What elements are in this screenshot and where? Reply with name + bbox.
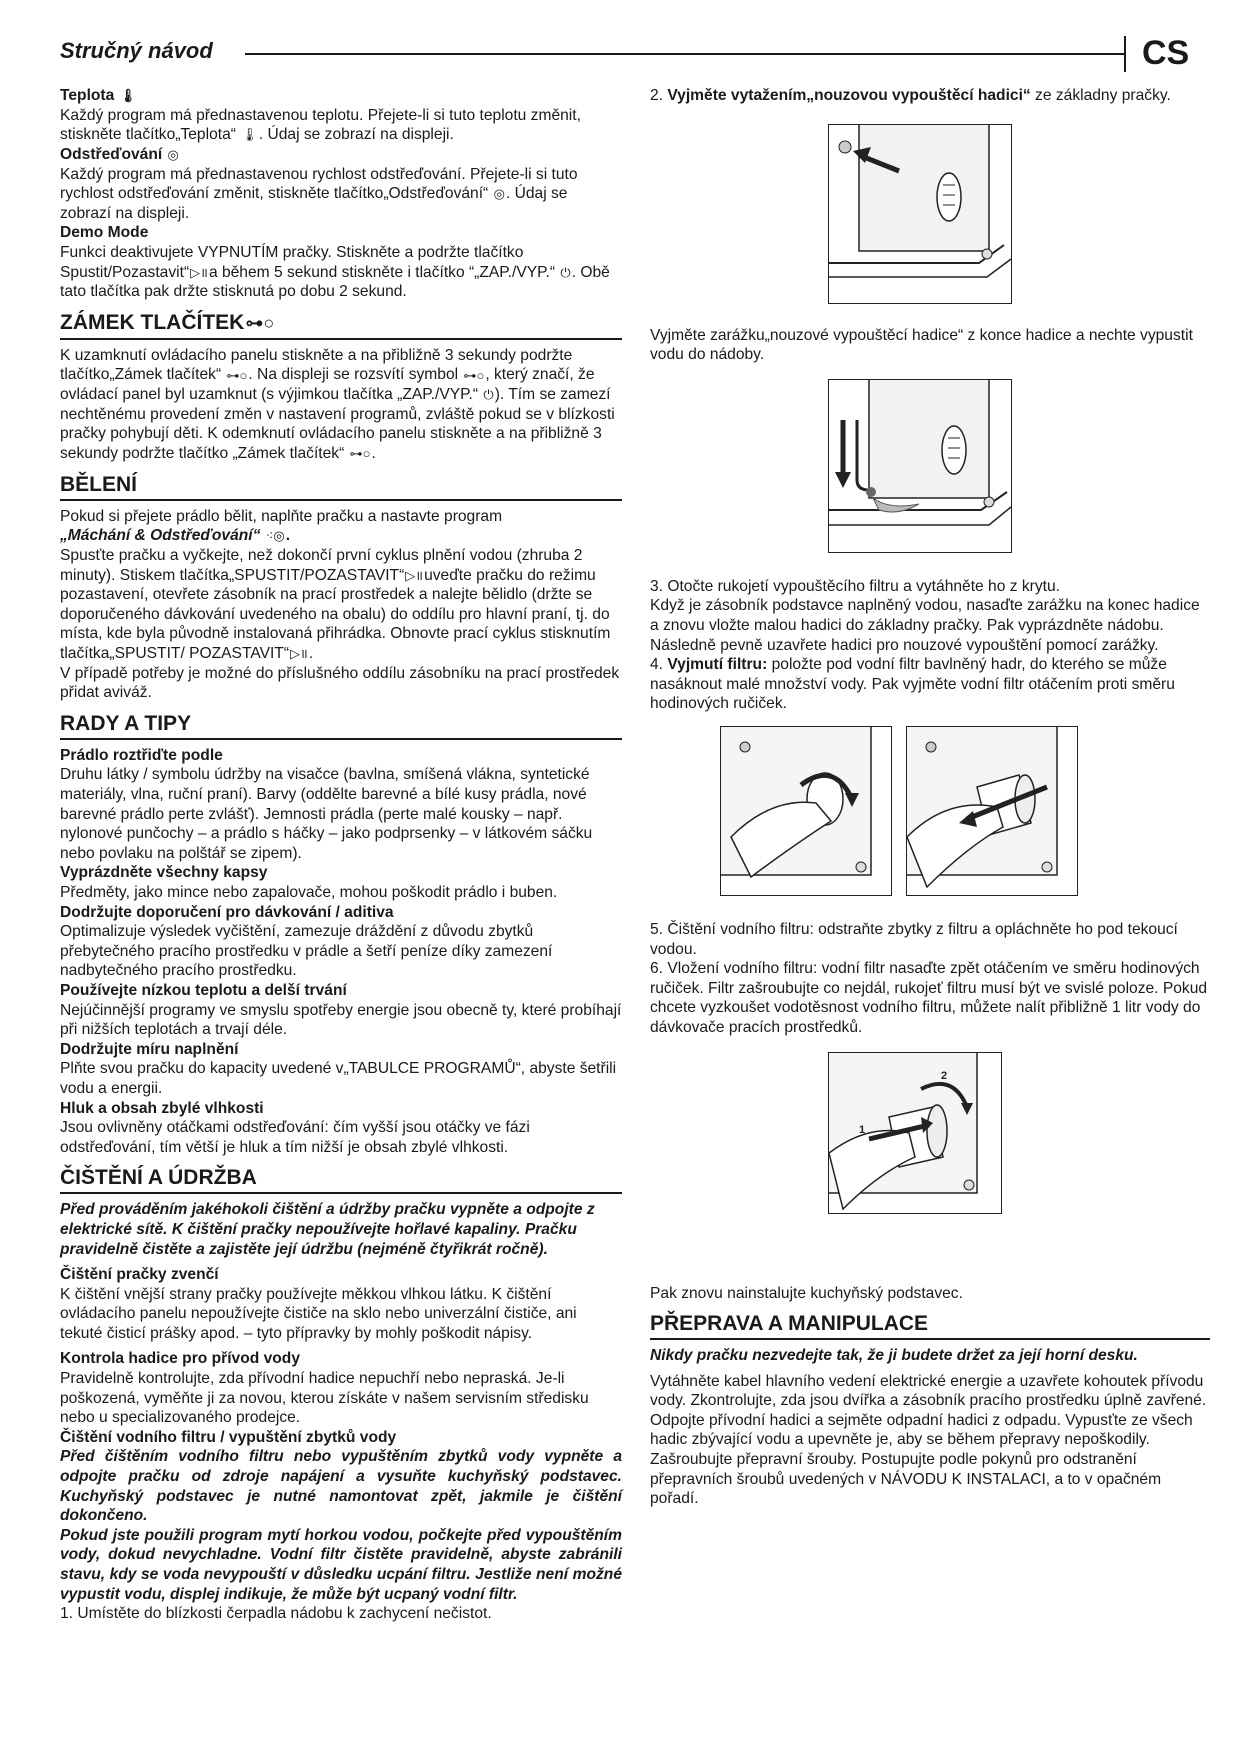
tips-text-3: Optimalizuje výsledek vyčištění, zamezuje dráždění z důvodu zbytků přebytečného pracího prostředku v prádle a šetří peníze díky zamezení nadbytečného pracího prostředku.	[60, 923, 553, 980]
tips-text-4: Nejúčinnější programy ve smyslu spotřeby energie jsou obecně ty, které probíhají při nižších teplotách a trvají déle.	[60, 1001, 622, 1039]
tips-heading-4: Používejte nízkou teplotu a delší trvání	[60, 981, 347, 999]
power-icon: ⏻	[560, 264, 571, 280]
page-title: Stručný návod	[60, 38, 213, 63]
emergency-hose-figure	[828, 124, 1012, 304]
temperature-text: Každý program má přednastavenou teplotu. Přejete-li si tuto teplotu změnit, stiskněte tlačítko„Teplota“ 🌡. Údaj se zobrazí na displeji.	[60, 106, 581, 144]
step-3-text-3: Následně pevně uzavřete hadici pro nouzové vypouštění pomocí zarážky.	[650, 636, 1159, 654]
key-lock-text: K uzamknutí ovládacího panelu stiskněte a na přibližně 3 sekundy podržte tlačítko„Zámek tlačítek“ ⊶○. Na displeji se rozsvítí symbol ⊶○, který značí, že ovládací panel byl uzamknut (s výjimkou tlačítka „ZAP./VYP.“ ⏻). Tím se zamezí nechtěnému provedení změn v nastavení programů, zvláště pokud se v blízkosti pračky pohybují děti. K odemknutí ovládacího panelu stiskněte a na přibližně 3 sekundy podržte tlačítko „Zámek tlačítek“ ⊶○.	[60, 346, 615, 462]
cleaning-heading-2: Kontrola hadice pro přívod vody	[60, 1350, 300, 1368]
key-lock-icon: ⊶○	[245, 312, 275, 333]
thermometer-icon: 🌡	[119, 88, 137, 104]
tips-heading-1: Prádlo roztřiďte podle	[60, 746, 223, 764]
start-pause-icon: ▷॥	[190, 264, 208, 280]
spin-icon: ◎	[493, 186, 505, 202]
cleaning-section-heading: ČIŠTĚNÍ A ÚDRŽBA	[60, 1165, 622, 1194]
rinse-spin-icon: ⁖◎	[265, 528, 285, 544]
cleaning-heading-3: Čištění vodního filtru / vypuštění zbytků vody	[60, 1428, 397, 1446]
start-pause-icon: ▷॥	[290, 646, 308, 662]
header-tick	[1124, 36, 1126, 72]
temperature-heading: Teplota 🌡	[60, 87, 137, 104]
key-lock-icon: ⊶○	[226, 367, 248, 383]
step-2-text-2: Vyjměte zarážku„nouzové vypouštěcí hadice“ z konce hadice a nechte vypustit vodu do nádoby.	[650, 326, 1193, 364]
step-3-text-2: Když je zásobník podstavce naplněný vodou, nasaďte zarážku na konec hadice a znovu vložte malou hadici do základny pračky. Pak vyprázdněte nádobu.	[650, 597, 1200, 634]
power-icon: ⏻	[483, 387, 494, 403]
cleaning-warning: Před prováděním jakéhokoli čištění a údržby pračku vypněte a odpojte z elektrické sítě. K čištění pračky nepoužívejte hořlavé kapaliny. Pračku pravidelně čistěte a zajistěte její údržbu (nejméně čtyřikrát ročně).	[60, 1201, 595, 1258]
transport-warning: Nikdy pračku nezvedejte tak, že ji budete držet za její horní desku.	[650, 1347, 1138, 1365]
spin-heading: Odstřeďování ◎	[60, 145, 179, 163]
demo-heading: Demo Mode	[60, 224, 149, 242]
tips-text-5: Plňte svou pračku do kapacity uvedené v„TABULCE PROGRAMŮ“, abyste šetřili vodu a energii.	[60, 1060, 617, 1097]
key-lock-icon: ⊶○	[349, 446, 371, 462]
cleaning-filter-warning-1: Před čištěním vodního filtru nebo vypuštěním zbytků vody vypněte a odpojte pračku od zdroje napájení a vysuňte kuchyňský podstavec. Kuchyňský podstavec je nutné namontovat zpět, jakmile je čištění dokončeno.	[60, 1448, 622, 1525]
cleaning-text-1: K čištění vnější strany pračky používejte měkkou vlhkou látku. K čištění ovládacího panelu nepoužívejte čističe na sklo nebo univerzální čističe, ani tekuté čisticí prášky apod. – tyto přípravky by mohly poškodit nápisy.	[60, 1285, 577, 1342]
key-lock-section-heading: ZÁMEK TLAČÍTEK⊶○	[60, 310, 622, 340]
step-3-text: 3. Otočte rukojetí vypouštěcího filtru a vytáhněte ho z krytu.	[650, 577, 1060, 595]
right-column	[650, 86, 1210, 1509]
cleaning-text-2: Pravidelně kontrolujte, zda přívodní hadice nepuchří nebo nepraská. Je-li poškozená, vyměňte ji za novou, kterou získáte v našem servisním středisku nebo u specializovaného prodejce.	[60, 1370, 589, 1427]
tips-heading-6: Hluk a obsah zbylé vlhkosti	[60, 1099, 264, 1117]
tips-section-heading: RADY A TIPY	[60, 711, 622, 740]
spin-icon: ◎	[167, 147, 179, 163]
spin-text: Každý program má přednastavenou rychlost odstřeďování. Přejete-li si tuto rychlost odstřeďování změnit, stiskněte tlačítko„Odstřeďování“ ◎. Údaj se zobrazí na displeji.	[60, 165, 578, 222]
step-6-text: 6. Vložení vodního filtru: vodní filtr nasaďte zpět otáčením ve směru hodinových ručiček. Filtr zašroubujte co nejdál, rukojeť filtru musí být ve svislé poloze. Pokud chcete vyzkoušet vodotěsnost vodního filtru, můžete nalít přibližně 1 litr vody do dávkovače pracích prostředků.	[650, 960, 1208, 1036]
tips-text-6: Jsou ovlivněny otáčkami odstřeďování: čím vyšší jsou otáčky ve fázi odstřeďování, tím větší je hluk a tím nižší je obsah zbylé vlhkosti.	[60, 1119, 530, 1156]
reinstall-text: Pak znovu nainstalujte kuchyňský podstavec.	[650, 1284, 963, 1302]
language-code: CS	[1142, 34, 1190, 72]
cleaning-step-1: 1. Umístěte do blízkosti čerpadla nádobu k zachycení nečistot.	[60, 1605, 492, 1623]
thermometer-icon: 🌡	[241, 127, 258, 143]
tips-text-1: Druhu látky / symbolu údržby na visačce (bavlna, smíšená vlákna, syntetické materiály, vlna, ruční praní). Barvy (oddělte barevné a bílé kusy prádla, nové barevné prádlo perte zvlášť). Jemnosti prádla (perte malé kousky – např. nylonové punčochy – a prádlo s háčky – jako podprsenky – v látkovém sáčku nebo povlaku na polštář se zipem).	[60, 766, 593, 862]
hose-draining-figure	[828, 379, 1012, 553]
figure-step-label-1: 1	[859, 1123, 866, 1136]
tips-heading-3: Dodržujte doporučení pro dávkování / aditiva	[60, 903, 394, 921]
cleaning-heading-1: Čištění pračky zvenčí	[60, 1266, 219, 1284]
bleaching-text-1: Pokud si přejete prádlo bělit, naplňte pračku a nastavte program „Máchání & Odstřeďování“ ⁖◎.	[60, 507, 503, 545]
step-2-text: 2. Vyjměte vytažením„nouzovou vypouštěcí hadici“ ze základny pračky.	[650, 87, 1171, 104]
start-pause-icon: ▷॥	[405, 567, 424, 583]
bleaching-section-heading: BĚLENÍ	[60, 472, 622, 501]
header-rule	[245, 53, 1125, 55]
filter-removal-figure-2	[906, 726, 1078, 896]
tips-text-2: Předměty, jako mince nebo zapalovače, mohou poškodit prádlo i buben.	[60, 884, 558, 901]
step-4-text: 4. Vyjmutí filtru: položte pod vodní filtr bavlněný hadr, do kterého se může nasáknout malé množství vody. Pak vyjměte vodní filtr otáčením proti směru hodinových ručiček.	[650, 656, 1175, 713]
bleaching-text-3: V případě potřeby je možné do příslušného oddílu zásobníku na prací prostředek přidat aviváž.	[60, 664, 620, 702]
filter-removal-figure-1	[720, 726, 892, 896]
tips-heading-2: Vyprázdněte všechny kapsy	[60, 864, 268, 882]
left-column	[60, 86, 622, 1624]
figure-step-label-2: 2	[941, 1069, 948, 1082]
cleaning-filter-warning-2: Pokud jste použili program mytí horkou vodou, počkejte před vypouštěním vody, dokud nevychladne. Vodní filtr čistěte pravidelně, abyste zabránili stavu, kdy se voda nevypouští v důsledku ucpání filtru. Jestliže není možné vypustit vodu, displej indikuje, že může být ucpaný vodní filtr.	[60, 1526, 622, 1603]
tips-heading-5: Dodržujte míru naplnění	[60, 1040, 239, 1058]
transport-text: Vytáhněte kabel hlavního vedení elektrické energie a uzavřete kohoutek přívodu vody. Zkontrolujte, zda jsou dvířka a zásobník pracího prostředku úplně zavřené. Odpojte přívodní hadici a sejměte odpadní hadici z odpadu. Vypusťte ze všech hadic zbývající vodu a upevněte je, aby se během přepravy nepoškodily. Zašroubujte přepravní šrouby. Postupujte podle pokynů pro odstranění přepravních šroubů uvedených v NÁVODU K INSTALACI, a to v opačném pořadí.	[650, 1372, 1207, 1508]
transport-section-heading: PŘEPRAVA A MANIPULACE	[650, 1311, 1210, 1340]
bleaching-text-2: Spusťte pračku a vyčkejte, než dokončí první cyklus plnění vodou (zhruba 2 minuty). Stiskem tlačítka„SPUSTIT/POZASTAVIT“▷॥uveďte pračku do režimu pozastavení, otevřete zásobník na prací prostředek a nalejte bělidlo (držte se doporučeného dávkování uvedeného na obalu) do oddílu pro hlavní praní, tj. do místa, kde byla původně instalovaná přihrádka. Obnovte prací cyklus stisknutím tlačítka„SPUSTIT/ POZASTAVIT“▷॥.	[60, 546, 611, 662]
step-5-text: 5. Čištění vodního filtru: odstraňte zbytky z filtru a opláchněte ho pod tekoucí vodou.	[650, 920, 1178, 958]
filter-insertion-figure	[828, 1052, 1002, 1214]
key-lock-icon: ⊶○	[463, 367, 485, 383]
demo-text: Funkci deaktivujete VYPNUTÍM pračky. Stiskněte a podržte tlačítko Spustit/Pozastavit“▷॥a během 5 sekund stiskněte i tlačítko “„ZAP./VYP.“ ⏻. Obě tato tlačítka pak držte stisknutá po dobu 2 sekund.	[60, 244, 610, 301]
